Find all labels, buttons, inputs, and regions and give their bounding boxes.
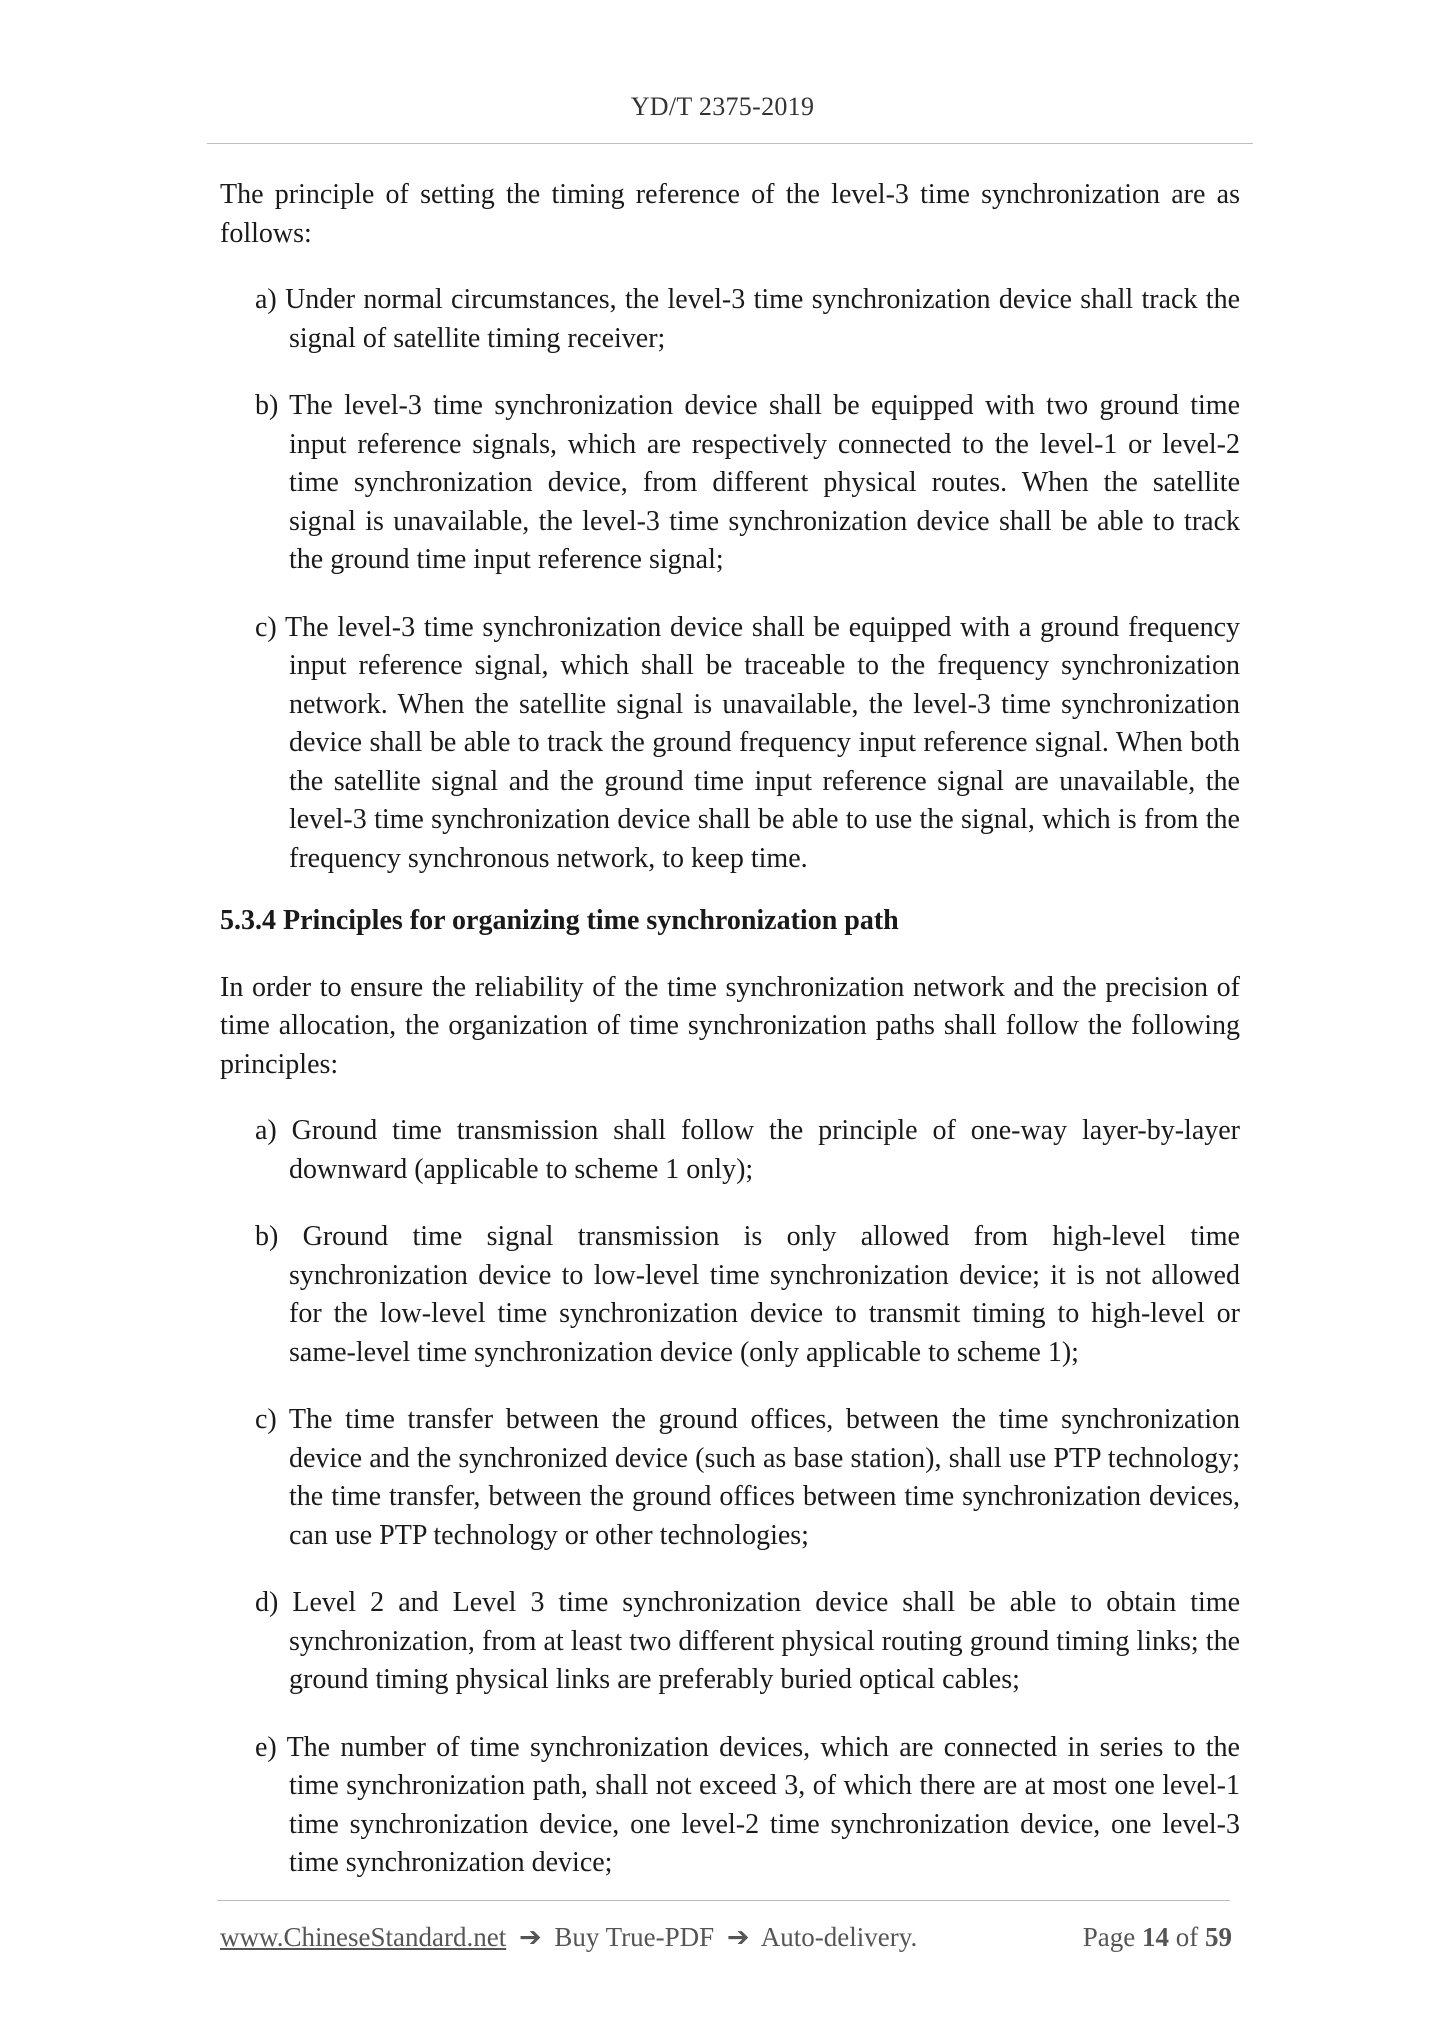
document-header-id: YD/T 2375-2019: [630, 92, 815, 121]
auto-delivery-text: Auto-delivery.: [760, 1922, 918, 1952]
chinesestandard-link[interactable]: www.ChineseStandard.net: [220, 1922, 507, 1952]
level3-timing-reference-list: [220, 281, 1240, 878]
list-item: a) Under normal circumstances, the level-3 time synchronization device shall track the signal of satellite timing receiver;: [255, 284, 1240, 354]
list-item: a) Ground time transmission shall follow the principle of one-way layer-by-layer downward (applicable to scheme 1 only);: [255, 1115, 1240, 1185]
list-item: b) Ground time signal transmission is only allowed from high-level time synchronization device to low-level time synchronization device; it is not allowed for the low-level time synchronization device to transmit timing to high-level or same-level time synchronization device (only applicable to scheme 1);: [255, 1221, 1240, 1368]
buy-true-pdf-text: Buy True-PDF: [554, 1922, 715, 1952]
arrow-right-icon: ➔: [726, 1922, 750, 1952]
intro-paragraph-path: In order to ensure the reliability of the time synchronization network and the precision of time allocation, the organization of time synchronization paths shall follow the following principles:: [220, 971, 1240, 1080]
page-label: Page: [1082, 1922, 1136, 1952]
footer-divider: [217, 1900, 1230, 1901]
intro-paragraph-level3: The principle of setting the timing reference of the level-3 time synchronization are as follows:: [220, 179, 1240, 249]
section-heading-5-3-4: 5.3.4 Principles for organizing time synchronization path: [220, 905, 899, 936]
page-footer: [220, 1922, 1232, 1953]
list-item: d) Level 2 and Level 3 time synchronization device shall be able to obtain time synchronization, from at least two different physical routing ground timing links; the ground timing physical links are preferably buried optical cables;: [255, 1587, 1240, 1695]
footer-promo: [220, 1922, 917, 1953]
arrow-right-icon: ➔: [518, 1922, 542, 1952]
list-item: e) The number of time synchronization devices, which are connected in series to the time synchronization path, shall not exceed 3, of which there are at most one level-1 time synchronization device, one level-2 time synchronization device, one level-3 time synchronization device;: [255, 1731, 1240, 1878]
page-content: [220, 176, 1240, 1912]
page-of-label: of: [1175, 1922, 1199, 1952]
page-total: 59: [1205, 1922, 1232, 1952]
header-divider: [207, 143, 1253, 144]
list-item: c) The time transfer between the ground offices, between the time synchronization device and the synchronized device (such as base station), shall use PTP technology; the time transfer, between the ground offices between time synchronization devices, can use PTP technology or other technologies;: [255, 1404, 1240, 1551]
list-item: b) The level-3 time synchronization device shall be equipped with two ground time input reference signals, which are respectively connected to the level-1 or level-2 time synchronization device, from different physical routes. When the satellite signal is unavailable, the level-3 time synchronization device shall be able to track the ground time input reference signal;: [255, 390, 1240, 575]
page-current: 14: [1142, 1922, 1169, 1952]
list-item: c) The level-3 time synchronization device shall be equipped with a ground frequency input reference signal, which shall be traceable to the frequency synchronization network. When the satellite signal is unavailable, the level-3 time synchronization device shall be able to track the ground frequency input reference signal. When both the satellite signal and the ground time input reference signal are unavailable, the level-3 time synchronization device shall be able to use the signal, which is from the frequency synchronous network, to keep time.: [255, 611, 1240, 874]
path-principles-list: [220, 1112, 1240, 1883]
page-number: [1083, 1922, 1232, 1953]
